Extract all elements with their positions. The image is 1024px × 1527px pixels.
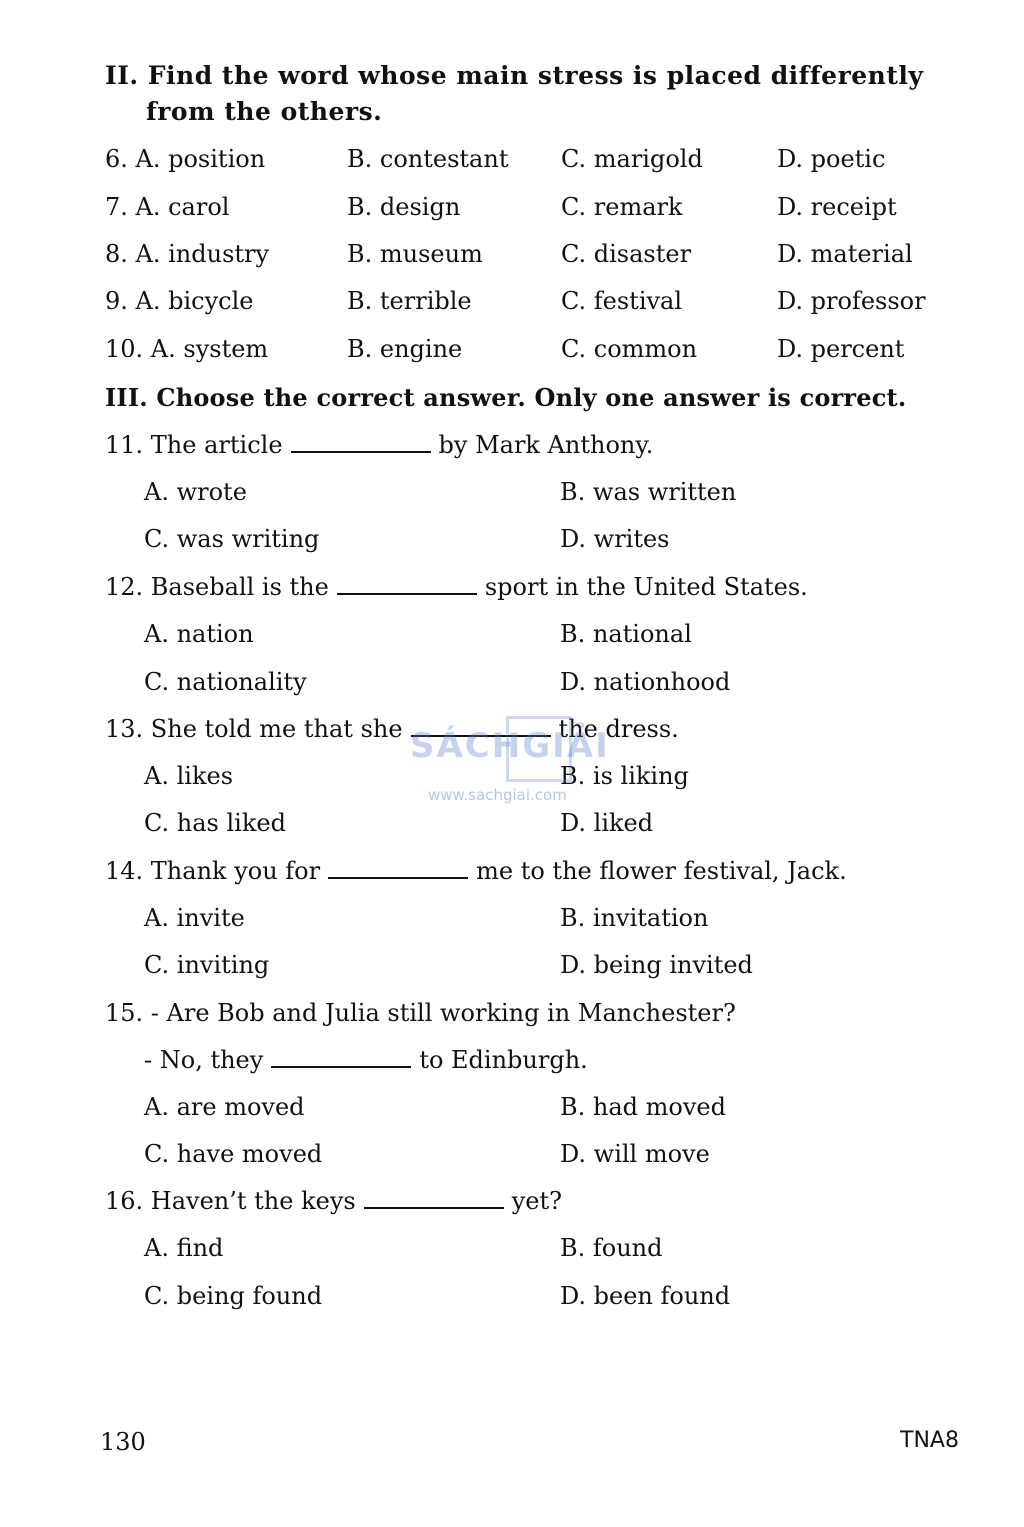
q13-option-c: C. has liked (144, 809, 286, 837)
q14-option-d: D. being invited (560, 951, 753, 979)
q8-option-d: D. material (777, 240, 913, 268)
q14-stem-end: me to the flower festival, Jack. (476, 857, 847, 885)
q6-option-c: C. marigold (561, 145, 703, 173)
q12-option-b: B. national (560, 620, 692, 648)
q11-stem-start: 11. The article (105, 431, 283, 459)
q15-option-a: A. are moved (144, 1093, 305, 1121)
answer-blank (328, 855, 468, 879)
q12-stem-end: sport in the United States. (484, 573, 808, 601)
q12-option-d: D. nationhood (560, 668, 731, 696)
answer-blank (291, 429, 431, 453)
q15-response-start: - No, they (144, 1046, 264, 1074)
q13-stem (105, 712, 679, 746)
q8-option-b: B. museum (347, 240, 483, 268)
q15-option-c: C. have moved (144, 1140, 323, 1168)
q14-option-a: A. invite (144, 904, 245, 932)
watermark-url: www.sachgiai.com (428, 786, 567, 804)
section-2-heading-line1: II. Find the word whose main stress is placed differently (105, 61, 924, 90)
q8-option-a: 8. A. industry (105, 240, 270, 268)
answer-blank (364, 1185, 504, 1209)
answer-blank (411, 713, 551, 737)
q9-option-b: B. terrible (347, 287, 472, 315)
q13-stem-start: 13. She told me that she (105, 715, 403, 743)
q12-option-c: C. nationality (144, 668, 307, 696)
q7-option-d: D. receipt (777, 193, 897, 221)
section-3-heading: III. Choose the correct answer. Only one answer is correct. (105, 383, 907, 412)
q16-stem (105, 1184, 562, 1218)
answer-blank (337, 571, 477, 595)
q12-option-a: A. nation (144, 620, 254, 648)
q11-option-b: B. was written (560, 478, 737, 506)
q15-option-d: D. will move (560, 1140, 710, 1168)
q10-option-c: C. common (561, 335, 698, 363)
q13-stem-end: the dress. (558, 715, 679, 743)
q12-stem-start: 12. Baseball is the (105, 573, 329, 601)
q16-stem-end: yet? (511, 1187, 562, 1215)
q16-option-b: B. found (560, 1234, 663, 1262)
q9-option-d: D. professor (777, 287, 926, 315)
q9-option-c: C. festival (561, 287, 683, 315)
q15-stem: 15. - Are Bob and Julia still working in Manchester? (105, 999, 736, 1027)
q14-stem (105, 854, 847, 888)
q11-option-a: A. wrote (144, 478, 247, 506)
q16-option-a: A. find (144, 1234, 224, 1262)
page-number: 130 (100, 1428, 146, 1456)
answer-blank (271, 1044, 411, 1068)
q8-option-c: C. disaster (561, 240, 692, 268)
q14-stem-start: 14. Thank you for (105, 857, 321, 885)
q10-option-b: B. engine (347, 335, 463, 363)
q15-response (144, 1043, 588, 1077)
q16-stem-start: 16. Haven’t the keys (105, 1187, 356, 1215)
q15-response-end: to Edinburgh. (419, 1046, 588, 1074)
q11-option-d: D. writes (560, 525, 670, 553)
q15-option-b: B. had moved (560, 1093, 726, 1121)
section-2-heading-line2: from the others. (146, 97, 383, 126)
book-code: TNA8 (900, 1428, 959, 1453)
q14-option-b: B. invitation (560, 904, 709, 932)
q14-option-c: C. inviting (144, 951, 270, 979)
q6-option-d: D. poetic (777, 145, 886, 173)
watermark-name: SÁCHGIẢI (410, 726, 610, 766)
q7-option-a: 7. A. carol (105, 193, 230, 221)
q7-option-c: C. remark (561, 193, 683, 221)
q13-option-b: B. is liking (560, 762, 689, 790)
q12-stem (105, 570, 808, 604)
q11-stem (105, 428, 653, 462)
q11-option-c: C. was writing (144, 525, 320, 553)
q13-option-a: A. likes (144, 762, 234, 790)
q11-stem-end: by Mark Anthony. (438, 431, 654, 459)
q10-option-d: D. percent (777, 335, 905, 363)
q9-option-a: 9. A. bicycle (105, 287, 254, 315)
q16-option-d: D. been found (560, 1282, 731, 1310)
q10-option-a: 10. A. system (105, 335, 269, 363)
q6-option-b: B. contestant (347, 145, 509, 173)
q13-option-d: D. liked (560, 809, 654, 837)
q16-option-c: C. being found (144, 1282, 323, 1310)
q6-option-a: 6. A. position (105, 145, 266, 173)
q7-option-b: B. design (347, 193, 461, 221)
